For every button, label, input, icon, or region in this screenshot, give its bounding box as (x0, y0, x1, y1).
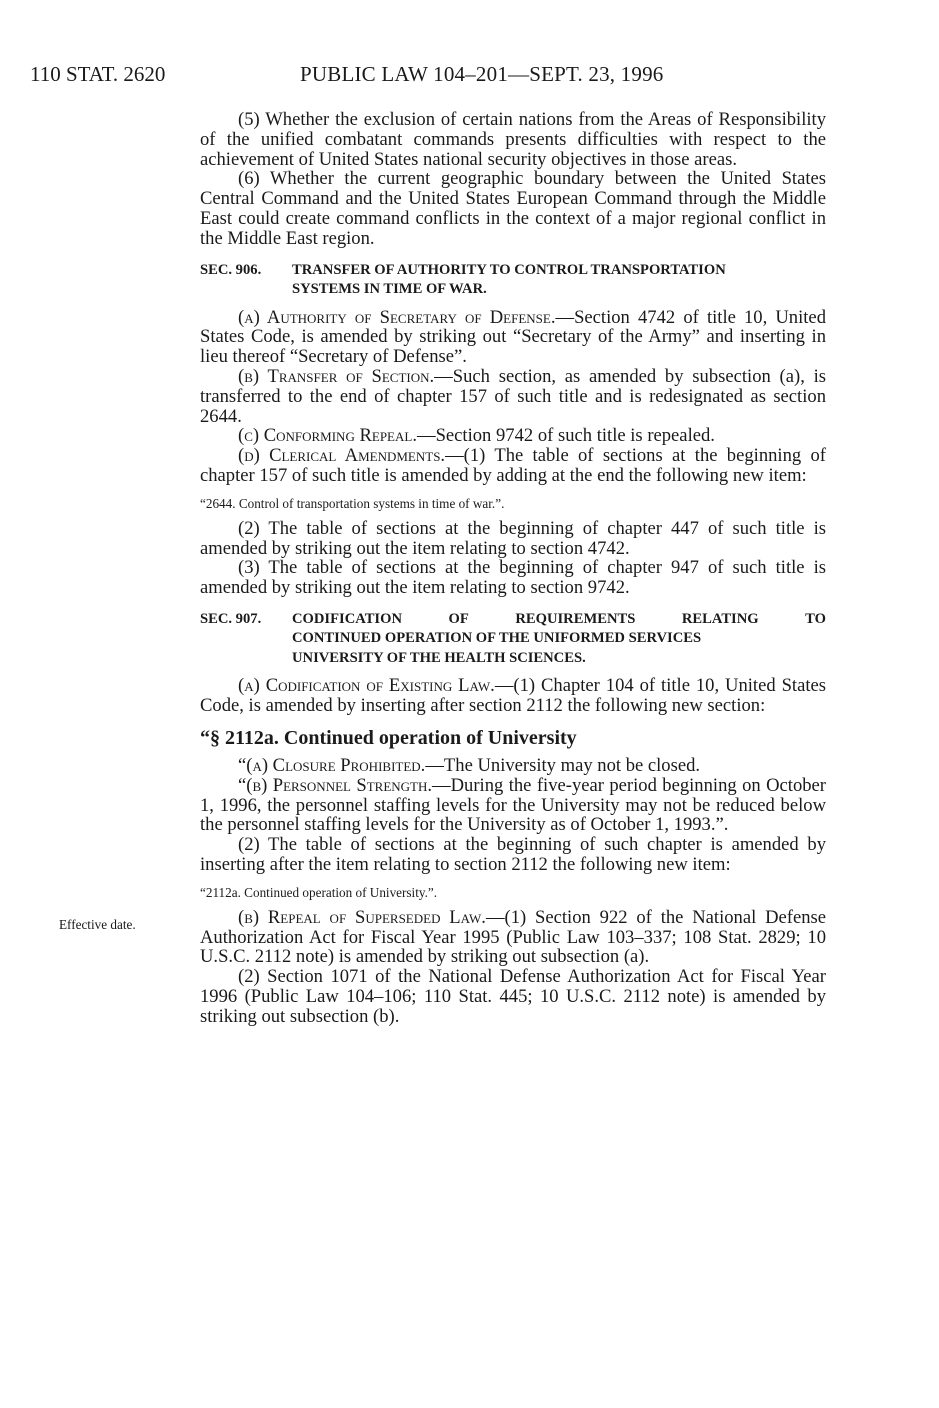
title-word: RELATING (681, 610, 759, 627)
sec907-b2: (2) Section 1071 of the National Defense Authorization Act for Fiscal Year 1996 (Public Law 104–106; 110 Stat. 445; 10 U.S.C. 2112 note) is amended by striking out subsection (b). (200, 966, 826, 1027)
new-section-b (200, 776, 826, 835)
sec906-subsection-c (200, 426, 826, 446)
section-907-title-line1 (292, 610, 826, 630)
sec907-a-heading: (a) Codification of Existing Law. (238, 675, 495, 697)
sec906-d-text: —(1) The table of sections at the beginning of chapter 157 of such title is amended by adding at the end the following new item: (200, 445, 826, 486)
main-column (200, 110, 826, 1027)
section-906-heading (200, 261, 826, 300)
sec906-d-heading: (d) Clerical Amendments. (238, 445, 446, 467)
new-section-a-heading: “(a) Closure Prohibited. (238, 755, 426, 777)
new-section-a-text: —The University may not be closed. (425, 755, 701, 777)
sec907-a-text: —(1) Chapter 104 of title 10, United States Code, is amended by inserting after section 2112 the following new section: (200, 675, 826, 717)
sec907-new-table-item: “2112a. Continued operation of University.”. (200, 884, 438, 900)
sec906-subsection-d (200, 446, 826, 486)
law-reference: PUBLIC LAW 104–201—SEPT. 23, 1996 (300, 62, 664, 86)
new-section-title: “§ 2112a. Continued operation of University (200, 727, 577, 750)
paragraph-5: (5) Whether the exclusion of certain nations from the Areas of Responsibility of the unified combatant commands presents difficulties with respect to the achievement of United States national security objectives in those areas. (200, 109, 826, 170)
section-906-number: SEC. 906. (200, 261, 262, 278)
sec906-b-text: —Such section, as amended by subsection (a), is transferred to the end of chapter 157 of such title and is redesignated as section 2644. (200, 365, 827, 427)
section-907-title-line3: UNIVERSITY OF THE HEALTH SCIENCES. (292, 649, 586, 666)
section-906-title-line2: SYSTEMS IN TIME OF WAR. (292, 281, 487, 298)
title-word: TO (805, 610, 826, 627)
title-word: CODIFICATION (292, 610, 403, 627)
sec907-subsection-a (200, 676, 826, 716)
section-907-number: SEC. 907. (200, 610, 262, 627)
section-906-title-line1: TRANSFER OF AUTHORITY TO CONTROL TRANSPORTATION (292, 261, 726, 278)
sec907-subsection-b (200, 908, 826, 967)
new-section-b-heading: “(b) Personnel Strength. (238, 774, 433, 796)
sec907-b-text: —(1) Section 922 of the National Defense Authorization Act for Fiscal Year 1995 (Public Law 103–337; 108 Stat. 2829; 10 U.S.C. 2112 note) is amended by striking out subsection (a). (200, 906, 827, 968)
section-907-heading (200, 610, 826, 669)
sec906-a-heading: (a) Authority of Secretary of Defense. (238, 306, 556, 328)
sec906-d2: (2) The table of sections at the beginning of chapter 447 of such title is amended by striking out the item relating to section 4742. (200, 517, 826, 559)
sec906-c-heading: (c) Conforming Repeal. (238, 425, 417, 447)
new-section-b-text: —During the five-year period beginning on October 1, 1996, the personnel staffing levels for the University may not be reduced below the personnel staffing levels for the University as of October 1, 1993.”. (200, 774, 826, 836)
sec906-new-table-item: “2644. Control of transportation systems in time of war.”. (200, 495, 505, 511)
section-907-title-line2: CONTINUED OPERATION OF THE UNIFORMED SERVICES (292, 630, 702, 647)
sec906-c-text: —Section 9742 of such title is repealed. (416, 425, 715, 447)
paragraph-6: (6) Whether the current geographic boundary between the United States Central Command and the United States European Command through the Middle East could create command conflicts in the context of a major regional conflict in the Middle East region. (200, 168, 826, 249)
sec906-a-text: —Section 4742 of title 10, United States Code, is amended by striking out “Secretary of the Army” and inserting in lieu thereof “Secretary of Defense”. (200, 306, 826, 368)
title-word: REQUIREMENTS (515, 610, 636, 627)
sec906-d3: (3) The table of sections at the beginning of chapter 947 of such title is amended by striking out the item relating to section 9742. (200, 557, 826, 599)
title-word: OF (448, 610, 469, 627)
sec907-b-heading: (b) Repeal of Superseded Law. (238, 906, 486, 928)
sec906-subsection-b (200, 367, 826, 426)
sec906-subsection-a (200, 308, 826, 367)
margin-note-effective-date: Effective date. (59, 917, 136, 932)
sec907-a2: (2) The table of sections at the beginning of such chapter is amended by inserting after the item relating to section 2112 the following new item: (200, 834, 826, 876)
page-reference: 110 STAT. 2620 (30, 62, 166, 86)
new-section-a (200, 756, 826, 776)
sec906-b-heading: (b) Transfer of Section. (238, 365, 435, 387)
page-header (0, 62, 939, 90)
